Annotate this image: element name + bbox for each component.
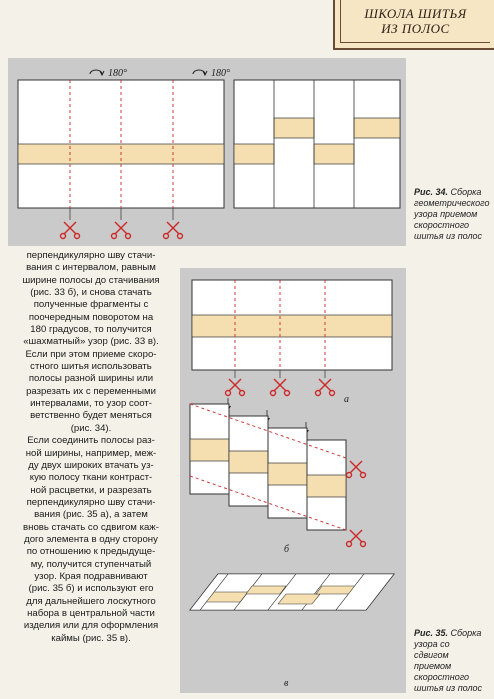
section-header-badge (333, 0, 494, 50)
fig35b-block (190, 398, 346, 530)
body-text-line: Если соединить полосы раз- (27, 435, 155, 447)
scissors-icon (316, 379, 335, 396)
figure-34-caption-text-1: Сборка (450, 187, 482, 197)
rotation-arrow-icon (193, 70, 207, 75)
body-text-line: (рис. 34). (70, 422, 112, 434)
figure-34-caption-text-3: узора приемом (414, 209, 478, 219)
figure-34-caption (414, 187, 494, 242)
body-text-line: ной расцветки, и разрезать (30, 484, 152, 496)
fig34-right-block (234, 80, 400, 208)
figure-34-caption-text-5: шитья из полос (414, 231, 483, 241)
body-text-line: ветственно будет меняться (30, 410, 152, 422)
rotation-label-1: 180° (108, 68, 127, 79)
figure-35-caption (414, 628, 494, 694)
figure-35-label-a: а (344, 394, 349, 405)
figure-35-caption-number: Рис. 35. (414, 628, 449, 638)
figure-34-panel (8, 58, 406, 246)
fig34-left-block (18, 80, 224, 220)
figure-34-caption-number: Рис. 34. (414, 187, 449, 197)
fig35v-block (190, 574, 394, 610)
body-text-line: перпендикулярно шву стачи- (26, 496, 156, 508)
scissors-icon (271, 379, 290, 396)
body-text-line: узор. Края подравнивают (34, 570, 148, 582)
body-text-line: интервалами, то узор соот- (30, 398, 152, 410)
scissors-icon (226, 379, 245, 396)
figure-35-caption-text-4: приемом (414, 661, 452, 671)
body-text-line: (рис. 35 б) и используют его (28, 583, 154, 595)
body-text-line: вновь стачать со сдвигом каж- (23, 521, 159, 533)
body-text-line: стного шитья использовать (30, 361, 152, 373)
figure-34-caption-text-2: геометрического (414, 198, 490, 208)
section-header-frame (340, 0, 490, 43)
figure-35-label-b: б (284, 544, 290, 555)
figure-35-caption-text-2: узора со (414, 639, 450, 649)
body-text-line: (рис. 33 б), и снова стачать (30, 287, 152, 299)
body-text-line: «шахматный» узор (рис. 33 в). (23, 336, 159, 348)
figure-35-caption-text-3: сдвигом (414, 650, 449, 660)
section-title-line-2: ИЗ ПОЛОС (381, 21, 450, 36)
figure-35-panel (180, 268, 406, 693)
scissors-icon (61, 222, 80, 239)
rotation-label-2: 180° (211, 68, 230, 79)
body-text-line: ной ширины, например, меж- (25, 447, 157, 459)
figure-35-caption-text-6: шитья из полос (414, 683, 483, 693)
body-text-line: полосы разной ширины или (28, 373, 154, 385)
body-text-line: вания с интервалом, равным (26, 262, 156, 274)
figure-35-illustration (180, 268, 406, 693)
figure-34-caption-text-4: скоростного (414, 220, 470, 230)
body-text-line: 180 градусов, то получится (30, 324, 152, 336)
body-text-line: вания (рис. 35 а), а затем (34, 509, 148, 521)
body-text-line: изделия или для оформления (23, 620, 159, 632)
scissors-icon (164, 222, 183, 239)
body-text-line: по отношению к предыдуще- (26, 546, 156, 558)
body-text-line: му, получится ступенчатый (30, 558, 152, 570)
body-text-line: ду двух широких втачать уз- (28, 459, 154, 471)
scissors-icon (112, 222, 131, 239)
figure-35-caption-text-1: Сборка (450, 628, 482, 638)
rotation-arrow-icon (90, 70, 104, 75)
article-body-text (6, 250, 176, 645)
body-text-line: разрезать их с переменными (26, 385, 156, 397)
section-title-line-1: ШКОЛА ШИТЬЯ (364, 6, 467, 21)
body-text-line: каймы (рис. 35 в). (51, 632, 131, 644)
body-text-line: для дальнейшего лоскутного (26, 595, 156, 607)
fig35a-block (192, 280, 392, 378)
body-text-line: поочередным поворотом на (28, 311, 154, 323)
scissors-icon (347, 530, 366, 547)
figure-34-illustration (8, 58, 406, 246)
body-text-line: ширине полосы до стачивания (22, 274, 160, 286)
body-text-line: дого элемента в одну сторону (24, 533, 158, 545)
body-text-line: перпендикулярно шву стачи- (26, 250, 156, 261)
scissors-icon (347, 461, 366, 478)
body-text-line: кую полосу ткани контраст- (29, 472, 153, 484)
figure-35-label-v: в (284, 678, 289, 689)
figure-35-caption-text-5: скоростного (414, 672, 470, 682)
body-text-line: полученные фрагменты с (33, 299, 149, 311)
body-text-line: набора в центральной части (27, 607, 155, 619)
body-text-line: Если при этом приеме скоро- (25, 348, 157, 360)
